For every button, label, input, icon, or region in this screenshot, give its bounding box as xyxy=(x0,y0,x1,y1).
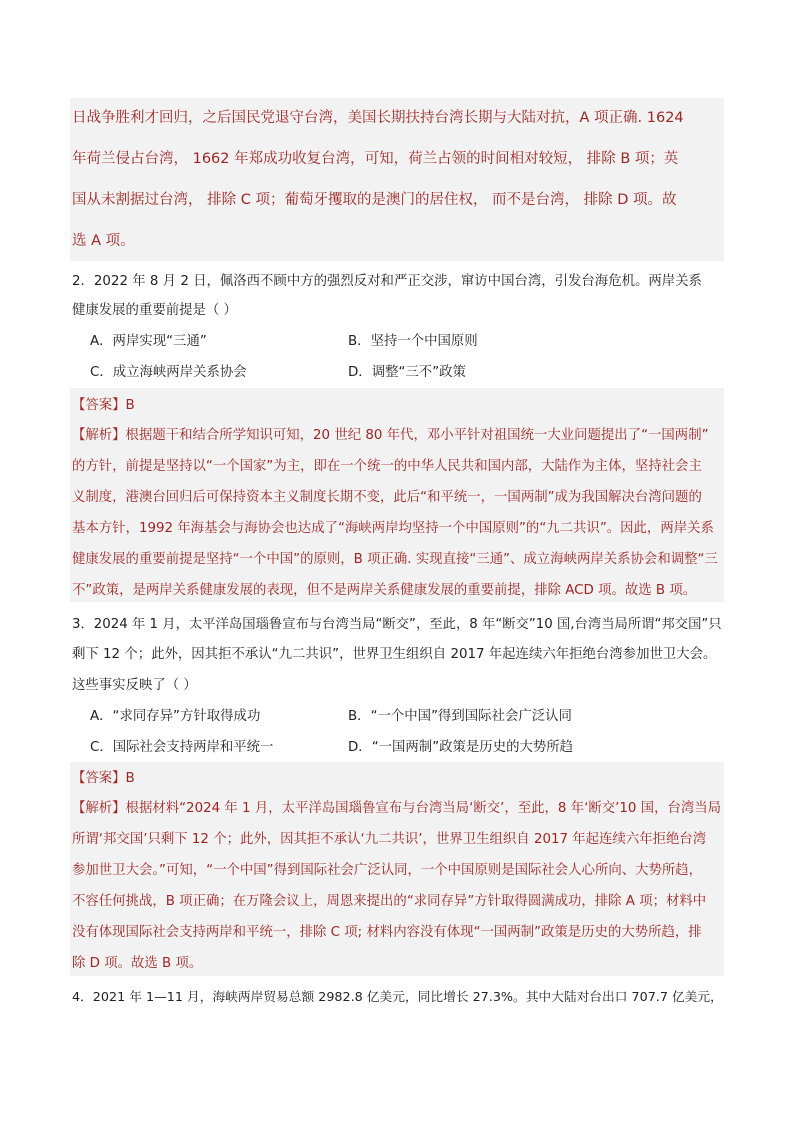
q3-stem-line: 剩下 12 个；此外，因其拒不承认“九二共识”，世界卫生组织自 2017 年起连续六年拒绝台湾参加世卫大会。 xyxy=(72,647,717,662)
q3-analysis-line: 所谓‘邦交国’只剩下 12 个；此外，因其拒不承认‘九二共识’，世界卫生组织自 2017 年起连续六年拒绝台湾 xyxy=(72,832,707,847)
q3-analysis-line: 【解析】根据材料“2024 年 1 月，太平洋岛国瑙鲁宣布与台湾当局‘断交’，至此，8 年‘断交’10 国，台湾当局 xyxy=(72,801,722,816)
q4-stem-line: 4．2021 年 1—11 月，海峡两岸贸易总额 2982.8 亿美元，同比增长 27.3%。其中大陆对台出口 707.7 亿美元， xyxy=(72,989,723,1004)
q2-analysis-line: 不”政策，是两岸关系健康发展的表现，但不是两岸关系健康发展的重要前提，排除 ACD 项。故选 B 项。 xyxy=(72,583,697,598)
q2-analysis-line: 【解析】根据题干和结合所学知识可知，20 世纪 80 年代，邓小平针对祖国统一大业问题提出了“一国两制” xyxy=(72,428,709,443)
q3-option-c: C．国际社会支持两岸和平统一 xyxy=(90,740,274,755)
q3-analysis-line: 参加世卫大会。”可知，“一个中国”得到国际社会广泛认同，一个中国原则是国际社会人心所向、大势所趋， xyxy=(72,863,703,878)
q3-answer: 【答案】B xyxy=(72,771,135,786)
q2-analysis-line: 义制度，港澳台回归后可保持资本主义制度长期不变，此后“和平统一，一国两制”成为我国解决台湾问题的 xyxy=(72,490,702,505)
q2-stem-line: 2．2022 年 8 月 2 日，佩洛西不顾中方的强烈反对和严正交涉，窜访中国台湾，引发台海危机。两岸关系 xyxy=(72,274,702,289)
q1-analysis-line: 国从未割据过台湾， 排除 C 项；葡萄牙攫取的是澳门的居住权， 而不是台湾， 排除 D 项。故 xyxy=(72,192,677,208)
q2-stem-line: 健康发展的重要前提是（ ） xyxy=(72,303,237,318)
q3-stem-line: 这些事实反映了（ ） xyxy=(72,678,197,693)
q3-option-d: D．“一国两制”政策是历史的大势所趋 xyxy=(348,740,574,755)
q1-analysis-line: 选 A 项。 xyxy=(72,233,135,249)
q3-analysis-line: 不容任何挑战，B 项正确；在万隆会议上，周恩来提出的“求同存异”方针取得圆满成功，排除 A 项；材料中 xyxy=(72,894,707,909)
q1-analysis-line: 日战争胜利才回归，之后国民党退守台湾，美国长期扶持台湾长期与大陆对抗，A 项正确. 1624 xyxy=(72,110,684,126)
q2-option-c: C．成立海峡两岸关系协会 xyxy=(90,365,247,380)
q3-analysis-line: 除 D 项。故选 B 项。 xyxy=(72,956,203,971)
q2-answer: 【答案】B xyxy=(72,398,135,413)
q2-analysis-line: 的方针，前提是坚持以“一个国家”为主，即在一个统一的中华人民共和国内部，大陆作为主体，坚持社会主 xyxy=(72,459,702,474)
q2-option-a: A．两岸实现“三通” xyxy=(90,334,207,349)
q1-analysis-line: 年荷兰侵占台湾， 1662 年郑成功收复台湾，可知，荷兰占领的时间相对较短， 排除 B 项；英 xyxy=(72,151,679,167)
q3-analysis-line: 没有体现国际社会支持两岸和平统一，排除 C 项; 材料内容没有体现“一国两制”政策是历史的大势所趋，排 xyxy=(72,925,702,940)
q3-stem-line: 3．2024 年 1 月，太平洋岛国瑙鲁宣布与台湾当局“断交”，至此，8 年“断交”10 国,台湾当局所谓“邦交国”只 xyxy=(72,617,722,632)
q2-option-d: D．调整“三不”政策 xyxy=(348,365,466,380)
q2-analysis-line: 基本方针，1992 年海基会与海协会也达成了“海峡两岸均坚持一个中国原则”的“九二共识”。因此，两岸关系 xyxy=(72,521,714,536)
q2-option-b: B．坚持一个中国原则 xyxy=(348,334,478,349)
q3-option-b: B．“一个中国”得到国际社会广泛认同 xyxy=(348,709,572,724)
q2-analysis-line: 健康发展的重要前提是坚持“一个中国”的原则，B 项正确. 实现直接“三通”、成立海峡两岸关系协会和调整“三 xyxy=(72,552,718,567)
q3-option-a: A．“求同存异”方针取得成功 xyxy=(90,709,261,724)
